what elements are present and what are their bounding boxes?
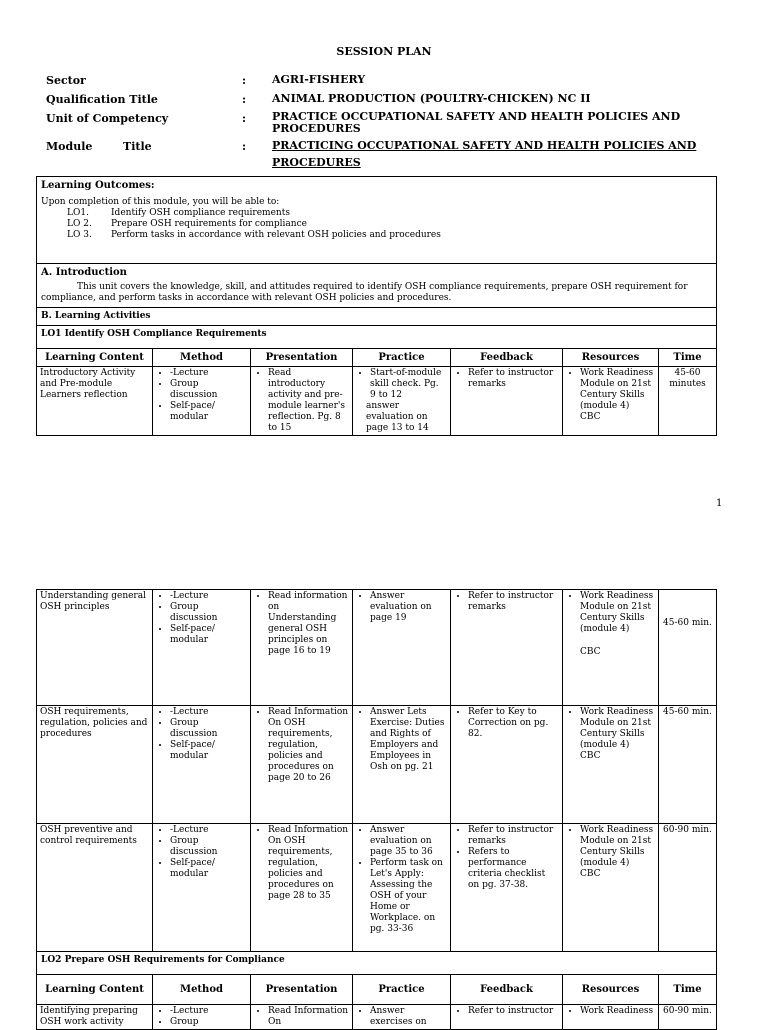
time-cell: 45-60 minutes (659, 367, 717, 436)
time-cell: 60-90 min. (659, 824, 717, 952)
page-number: 1 (716, 498, 723, 509)
lo2-heading: LO2 Prepare OSH Requirements for Compliance (37, 952, 717, 975)
col-method: Method (153, 975, 251, 1005)
col-presentation: Presentation (251, 975, 353, 1005)
lo1-heading: LO1 Identify OSH Compliance Requirements (37, 326, 717, 349)
module-colon: : (242, 140, 247, 153)
page-title: SESSION PLAN (336, 45, 432, 58)
resources-cell: • Work Readiness Module on 21st Century Skills (module 4) CBC (563, 824, 659, 952)
presentation-cell: • Read introductory activity and pre-module learner's reflection. Pg. 8 to 15 (251, 367, 353, 436)
qualification-colon: : (242, 93, 247, 106)
practice-cell: • Start-of-module skill check. Pg. 9 to 12 answer evaluation on page 13 to 14 (353, 367, 451, 436)
learning-outcomes-intro: Upon completion of this module, you will be able to: (41, 197, 280, 207)
session-table-page1 (36, 176, 717, 436)
lo-item: LO 3. Perform tasks in accordance with relevant OSH policies and procedures (67, 230, 441, 240)
learning-outcomes-heading: Learning Outcomes: (41, 180, 155, 191)
method-cell: • -Lecture • Group discussion • Self-pace/ modular (153, 590, 251, 706)
resources-cell: • Work Readiness (563, 1005, 659, 1030)
col-learning-content: Learning Content (37, 975, 153, 1005)
unit-label: Unit of Competency (46, 112, 169, 125)
practice-cell: • Answer exercises on (353, 1005, 451, 1030)
col-time: Time (659, 349, 717, 367)
module-label: Module Title (46, 140, 152, 153)
feedback-cell: • Refer to Key to Correction on pg. 82. (451, 706, 563, 824)
sector-value: AGRI-FISHERY (272, 73, 366, 86)
introduction-text: This unit covers the knowledge, skill, and attitudes required to identify OSH compliance requirements, prepare OSH requirement for compliance, and perform tasks in accordance with relevant OSH policies and procedures. (41, 282, 688, 303)
col-resources: Resources (563, 975, 659, 1005)
feedback-cell: • Refer to instructor (451, 1005, 563, 1030)
introduction-cell (37, 264, 717, 308)
content-cell: Introductory Activity and Pre-module Learners reflection (37, 367, 153, 436)
resources-cell: • Work Readiness Module on 21st Century Skills (module 4) CBC (563, 367, 659, 436)
qualification-value: ANIMAL PRODUCTION (POULTRY-CHICKEN) NC II (272, 92, 591, 105)
content-cell: OSH preventive and control requirements (37, 824, 153, 952)
qualification-label: Qualification Title (46, 93, 158, 106)
unit-colon: : (242, 112, 247, 125)
presentation-cell: • Read Information On OSH requirements, regulation, policies and procedures on page 20 to 26 (251, 706, 353, 824)
method-cell: • -Lecture • Group discussion • Self-pace/ modular (153, 824, 251, 952)
module-value: PRACTICING OCCUPATIONAL SAFETY AND HEALTH POLICIES AND PROCEDURES (272, 139, 697, 169)
col-feedback: Feedback (451, 349, 563, 367)
content-cell: Identifying preparing OSH work activity (37, 1005, 153, 1030)
presentation-cell: • Read information on Understanding general OSH principles on page 16 to 19 (251, 590, 353, 706)
method-cell: • -Lecture • Group discussion • Self-pace/ modular (153, 706, 251, 824)
column-header-row (37, 349, 717, 367)
method-cell: • -Lecture • Group discussion • Self-pace/ modular (153, 367, 251, 436)
col-practice: Practice (353, 349, 451, 367)
learning-outcomes-list (41, 208, 712, 241)
sector-label: Sector (46, 74, 86, 87)
col-learning-content: Learning Content (37, 349, 153, 367)
table-row (37, 590, 717, 706)
col-feedback: Feedback (451, 975, 563, 1005)
col-practice: Practice (353, 975, 451, 1005)
resources-cell: • Work Readiness Module on 21st Century Skills (module 4) CBC (563, 590, 659, 706)
content-cell: OSH requirements, regulation, policies and procedures (37, 706, 153, 824)
presentation-cell: • Read Information On (251, 1005, 353, 1030)
table-row (37, 367, 717, 436)
practice-cell: • Answer evaluation on page 19 (353, 590, 451, 706)
col-time: Time (659, 975, 717, 1005)
table-row (37, 1005, 717, 1030)
column-header-row (37, 975, 717, 1005)
unit-value: PRACTICE OCCUPATIONAL SAFETY AND HEALTH POLICIES AND PROCEDURES (272, 110, 681, 135)
table-row (37, 706, 717, 824)
learning-outcomes-cell (37, 177, 717, 264)
col-resources: Resources (563, 349, 659, 367)
content-cell: Understanding general OSH principles (37, 590, 153, 706)
resources-cell: • Work Readiness Module on 21st Century Skills (module 4) CBC (563, 706, 659, 824)
lo-item: LO 2. Prepare OSH requirements for compliance (67, 219, 307, 229)
introduction-heading: A. Introduction (41, 267, 127, 278)
time-cell: 60-90 min. (659, 1005, 717, 1030)
feedback-cell: • Refer to instructor remarks (451, 367, 563, 436)
table-row (37, 824, 717, 952)
lo-item: LO1. Identify OSH compliance requirements (67, 208, 290, 218)
practice-cell: • Answer Lets Exercise: Duties and Rights of Employers and Employees in Osh on pg. 21 (353, 706, 451, 824)
sector-colon: : (242, 74, 247, 87)
col-method: Method (153, 349, 251, 367)
presentation-cell: • Read Information On OSH requirements, regulation, policies and procedures on page 28 to 35 (251, 824, 353, 952)
session-table-page2 (36, 589, 717, 1030)
feedback-cell: • Refer to instructor remarks (451, 590, 563, 706)
col-presentation: Presentation (251, 349, 353, 367)
method-cell: • -Lecture • Group (153, 1005, 251, 1030)
practice-cell: • Answer evaluation on page 35 to 36 • Perform task on Let's Apply: Assessing the OSH of your Home or Workplace. on pg. 33-36 (353, 824, 451, 952)
learning-activities-heading: B. Learning Activities (37, 308, 717, 326)
time-cell: 45-60 min. (659, 590, 717, 706)
feedback-cell: • Refer to instructor remarks • Refers to performance criteria checklist on pg. 37-38. (451, 824, 563, 952)
time-cell: 45-60 min. (659, 706, 717, 824)
